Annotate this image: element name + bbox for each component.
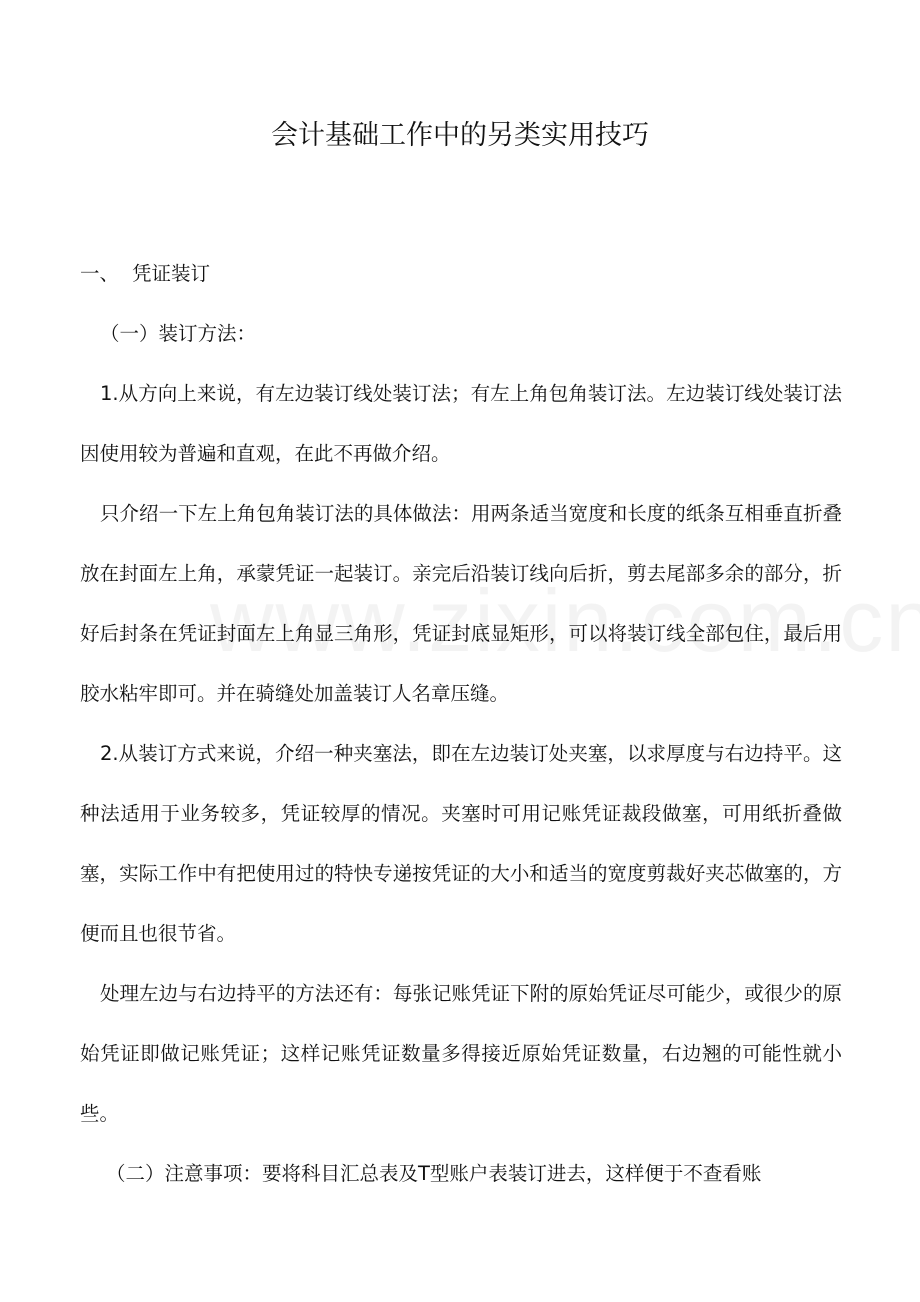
section-heading xyxy=(80,244,210,304)
document-title: 会计基础工作中的另类实用技巧 xyxy=(271,120,649,151)
paragraph-direction: 1.从方向上来说，有左边装订线处装订法；有左上角包角装订法。左边装订线处装订法因使用较为普遍和直观，在此不再做介绍。 xyxy=(80,382,842,465)
section-number: 一、 xyxy=(80,262,120,285)
paragraph-padding-method: 2.从装订方式来说，介绍一种夹塞法，即在左边装订处夹塞，以求厚度与右边持平。这种法适用于业务较多，凭证较厚的情况。夹塞时可用记账凭证裁段做塞，可用纸折叠做塞，实际工作中有把使用过的特快专递按凭证的大小和适当的宽度剪裁好夹芯做塞的，方便而且也很节省。 xyxy=(80,742,842,945)
section-title: 凭证装订 xyxy=(132,262,211,285)
paragraph-corner-binding: 只介绍一下左上角包角装订法的具体做法：用两条适当宽度和长度的纸条互相垂直折叠放在封面左上角，承蒙凭证一起装订。亲完后沿装订线向后折，剪去尾部多余的部分，折好后封条在凭证封面左上角显三角形，凭证封底显矩形，可以将装订线全部包住，最后用胶水粘牢即可。并在骑缝处加盖装订人名章压缝。 xyxy=(80,502,842,705)
subsection-heading-notes: （二）注意事项：要将科目汇总表及T型账户表装订进去，这样便于不查看账 xyxy=(106,1162,762,1185)
subsection-heading-method: （一）装订方法： xyxy=(100,322,257,345)
paragraph-level-method: 处理左边与右边持平的方法还有：每张记账凭证下附的原始凭证尽可能少，或很少的原始凭证即做记账凭证；这样记账凭证数量多得接近原始凭证数量，右边翘的可能性就小些。 xyxy=(80,982,842,1125)
